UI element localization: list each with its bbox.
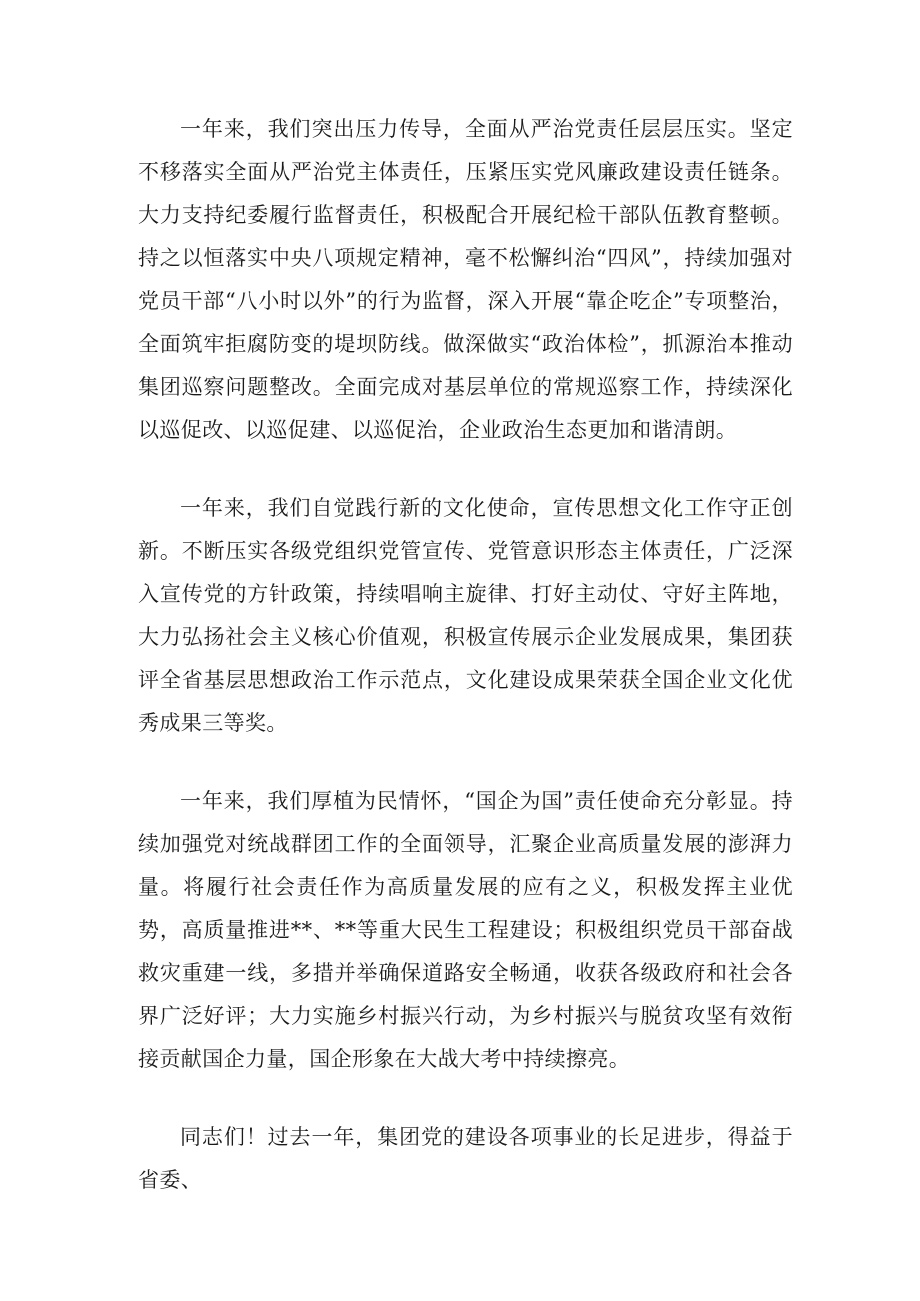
paragraph-social-responsibility: 一年来，我们厚植为民情怀，“国企为国”责任使命充分彰显。持续加强党对统战群团工作的全面领导，汇聚企业高质量发展的澎湃力量。将履行社会责任作为高质量发展的应有之义，积极发挥主业优势，高质量推进**、**等重大民生工程建设；积极组织党员干部奋战救灾重建一线，多措并举确保道路安全畅通，收获各级政府和社会各界广泛好评；大力实施乡村振兴行动，为乡村振兴与脱贫攻坚有效衔接贡献国企力量，国企形象在大战大考中持续擦亮。 — [138, 789, 793, 1071]
paragraph-comrades: 同志们！过去一年，集团党的建设各项事业的长足进步，得益于省委、 — [138, 1125, 793, 1192]
document-body — [138, 108, 793, 1202]
paragraph-culture: 一年来，我们自觉践行新的文化使命，宣传思想文化工作守正创新。不断压实各级党组织党管宣传、党管意识形态主体责任，广泛深入宣传党的方针政策，持续唱响主旋律、打好主动仗、守好主阵地，大力弘扬社会主义核心价值观，积极宣传展示企业发展成果，集团获评全省基层思想政治工作示范点，文化建设成果荣获全国企业文化优秀成果三等奖。 — [138, 496, 793, 735]
paragraph-discipline: 一年来，我们突出压力传导，全面从严治党责任层层压实。坚定不移落实全面从严治党主体责任，压紧压实党风廉政建设责任链条。大力支持纪委履行监督责任，积极配合开展纪检干部队伍教育整顿。持之以恒落实中央八项规定精神，毫不松懈纠治“四风”，持续加强对党员干部“八小时以外”的行为监督，深入开展“靠企吃企”专项整治，全面筑牢拒腐防变的堤坝防线。做深做实“政治体检”，抓源治本推动集团巡察问题整改。全面完成对基层单位的常规巡察工作，持续深化以巡促改、以巡促建、以巡促治，企业政治生态更加和谐清朗。 — [138, 117, 793, 442]
